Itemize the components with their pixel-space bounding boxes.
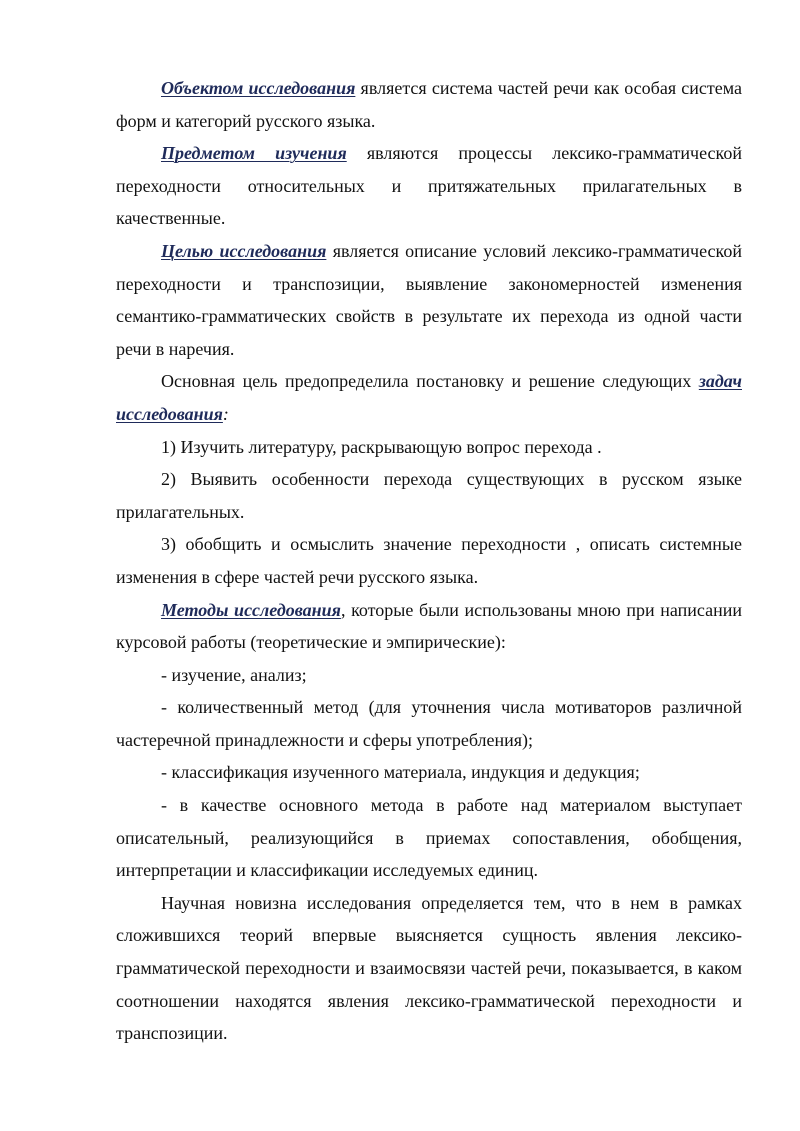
method-item-3: - классификация изученного материала, индукция и дедукция; xyxy=(161,762,640,783)
text-goal: является описание условий лексико-грамматической переходности и транспозиции, выявление закономерностей изменения семантико-грамматических свойств в результате их перехода из одной части речи в наречия. xyxy=(116,240,742,359)
text-methods: , которые были использованы мною при написании курсовой работы (теоретические и эмпирические): xyxy=(116,599,742,653)
paragraph-tasks-intro xyxy=(116,365,742,430)
task-item-3: 3) обобщить и осмыслить значение переходности , описать системные изменения в сфере частей речи русского языка. xyxy=(116,534,742,587)
paragraph-novelty: Научная новизна исследования определяется тем, что в нем в рамках сложившихся теорий впервые выясняется сущность явления лексико-грамматической переходности и взаимосвязи частей речи, показывается, в каком соотношении находятся явления лексико-грамматической переходности и транспозиции. xyxy=(116,892,742,1044)
method-item-2: - количественный метод (для уточнения числа мотиваторов различной частеречной принадлежности и сферы употребления); xyxy=(116,697,742,750)
paragraph-subject xyxy=(116,137,742,235)
task-item-1: 1) Изучить литературу, раскрывающую вопрос перехода . xyxy=(161,436,602,457)
term-methods: Методы исследования xyxy=(161,599,341,620)
method-item-4: - в качестве основного метода в работе над материалом выступает описательный, реализующийся в приемах сопоставления, обобщения, интерпретации и классификации исследуемых единиц. xyxy=(116,795,742,881)
text-tasks-intro: Основная цель предопределила постановку и решение следующих xyxy=(161,371,699,392)
document-page xyxy=(116,72,742,1050)
text-subject: являются процессы лексико-грамматической переходности относительных и притяжательных прилагательных в качественные. xyxy=(116,143,742,229)
task-item-2: 2) Выявить особенности перехода существующих в русском языке прилагательных. xyxy=(116,469,742,522)
method-item-1: - изучение, анализ; xyxy=(161,664,307,685)
paragraph-object xyxy=(116,72,742,137)
term-object: Объектом исследования xyxy=(161,78,356,98)
term-goal: Целью исследования xyxy=(161,240,327,261)
paragraph-methods xyxy=(116,594,742,659)
term-subject: Предметом изучения xyxy=(161,143,347,164)
text-object: является система частей речи как особая система форм и категорий русского языка. xyxy=(116,78,742,131)
term-tasks: задач исследования xyxy=(116,371,742,424)
paragraph-goal xyxy=(116,235,742,365)
tasks-colon: : xyxy=(222,403,229,424)
